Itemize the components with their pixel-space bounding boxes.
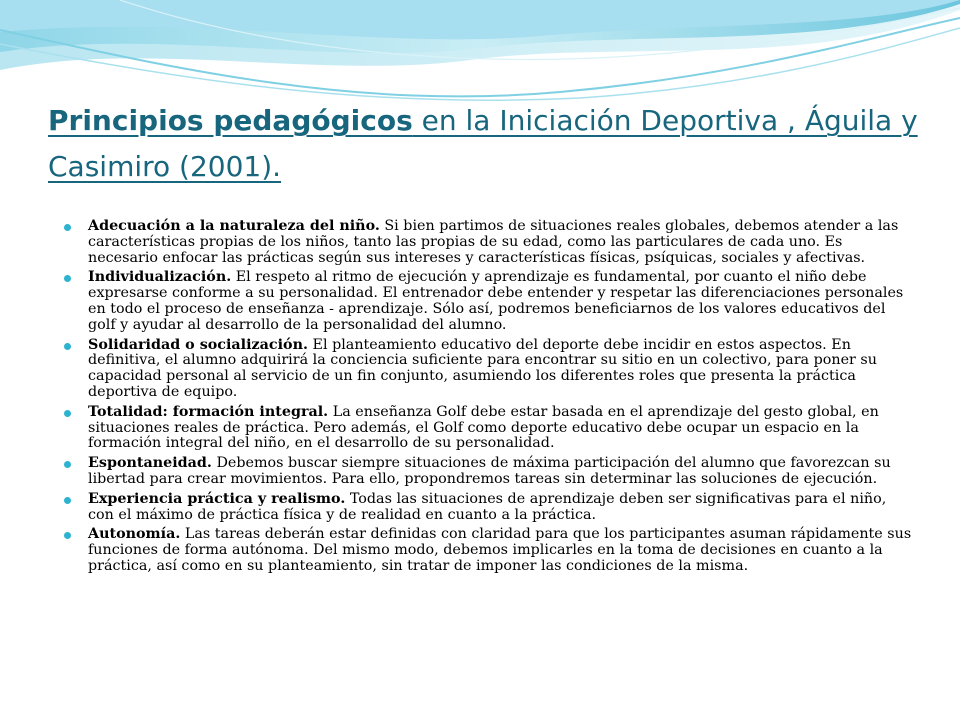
principle-term: Solidaridad o socialización. bbox=[88, 336, 308, 353]
principle-term: Experiencia práctica y realismo. bbox=[88, 490, 346, 507]
bullet-icon bbox=[64, 224, 71, 231]
list-item bbox=[64, 405, 914, 452]
principle-text: El respeto al ritmo de ejecución y aprendizaje es fundamental, por cuanto el niño debe expresarse conforme a su personalidad. El entrenador debe entender y respetar las diferenciaciones personales en todo el proceso de enseñanza - aprendizaje. Sólo así, podremos beneficiarnos de los valores educativos del golf y ayudar al desarrollo de la personalidad del alumno. bbox=[88, 269, 904, 333]
list-item bbox=[64, 492, 914, 524]
slide-title-bold: Principios pedagógicos bbox=[48, 104, 413, 137]
principle-text: Si bien partimos de situaciones reales globales, debemos atender a las características propias de los niños, tanto las propias de su edad, como las particulares de cada uno. Es necesario enfocar las prácticas según sus intereses y características físicas, psíquicas, sociales y afectivas. bbox=[88, 218, 899, 266]
bullet-icon bbox=[64, 410, 71, 417]
bullet-icon bbox=[64, 532, 71, 539]
list-item bbox=[64, 270, 914, 333]
bullet-icon bbox=[64, 461, 71, 468]
principle-term: Adecuación a la naturaleza del niño. bbox=[88, 218, 380, 234]
bullet-icon bbox=[64, 275, 71, 282]
principle-term: Espontaneidad. bbox=[88, 455, 212, 472]
principles-list bbox=[64, 219, 914, 579]
bullet-icon bbox=[64, 343, 71, 350]
principle-text: Debemos buscar siempre situaciones de máxima participación del alumno que favorezcan su libertad para crear movimientos. Para ello, propondremos tareas sin determinar las soluciones de ejecución. bbox=[88, 455, 891, 487]
list-item bbox=[64, 456, 914, 488]
principle-term: Individualización. bbox=[88, 269, 232, 286]
list-item bbox=[64, 527, 914, 574]
decorative-wave-banner bbox=[0, 0, 960, 110]
slide-title bbox=[48, 98, 918, 190]
principle-text: El planteamiento educativo del deporte debe incidir en estos aspectos. En definitiva, el alumno adquirirá la conciencia suficiente para encontrar su sitio en un colectivo, para poner su capacidad personal al servicio de un fin conjunto, asumiendo los diferentes roles que presenta la práctica deportiva de equipo. bbox=[88, 336, 877, 400]
bullet-icon bbox=[64, 497, 71, 504]
principle-term: Totalidad: formación integral. bbox=[88, 403, 329, 420]
list-item bbox=[64, 338, 914, 401]
principle-text: Las tareas deberán estar definidas con claridad para que los participantes asuman rápidamente sus funciones de forma autónoma. Del mismo modo, debemos implicarles en la toma de decisiones en cuanto a la práctica, así como en su planteamiento, sin tratar de imponer las condiciones de la misma. bbox=[88, 526, 912, 574]
slide-title-rest: en la Iniciación Deportiva , Águila y Casimiro (2001). bbox=[48, 104, 918, 183]
list-item bbox=[64, 219, 914, 266]
principle-term: Autonomía. bbox=[88, 526, 181, 543]
principle-text: Todas las situaciones de aprendizaje deben ser significativas para el niño, con el máximo de práctica física y de realidad en cuanto a la práctica. bbox=[88, 490, 887, 523]
principle-text: La enseñanza Golf debe estar basada en el aprendizaje del gesto global, en situaciones reales de práctica. Pero además, el Golf como deporte educativo debe ocupar un espacio en la formación integral del niño, en el desarrollo de su personalidad. bbox=[88, 403, 879, 452]
